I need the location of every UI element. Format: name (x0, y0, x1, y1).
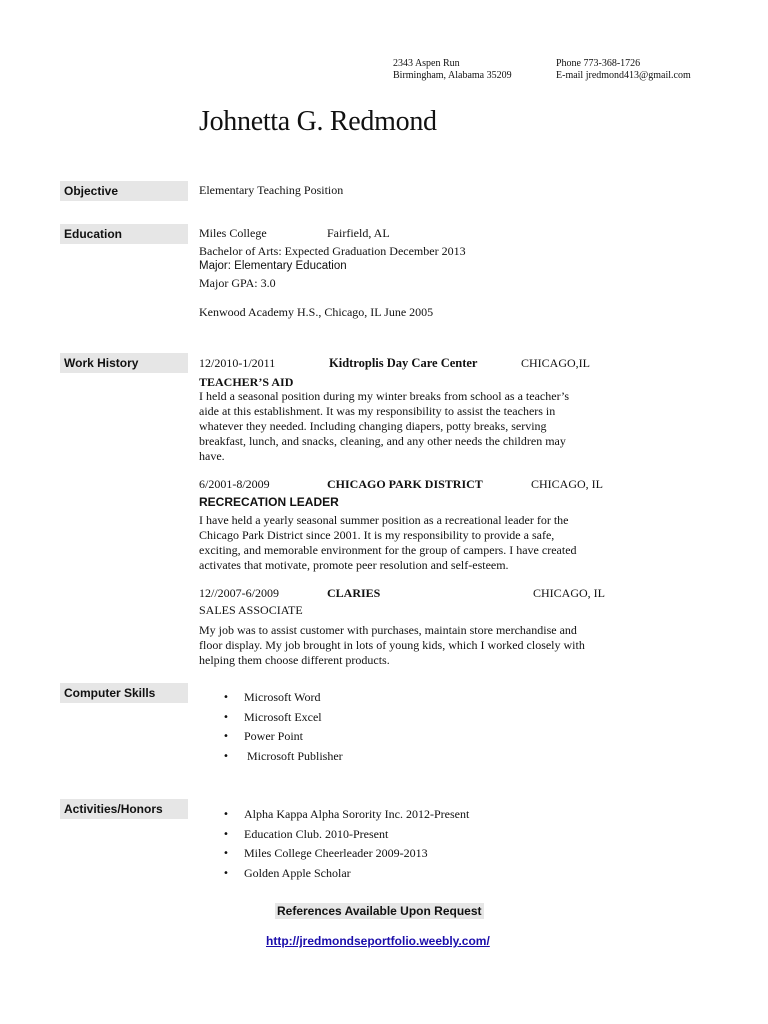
skills-list (199, 688, 499, 767)
job-location: CHICAGO, IL (531, 477, 603, 491)
list-item: • Education Club. 2010-Present (199, 825, 519, 845)
contact-street: 2343 Aspen Run (393, 58, 460, 69)
education-gpa: Major GPA: 3.0 (199, 276, 276, 290)
contact-email: E-mail jredmond413@gmail.com (556, 70, 691, 81)
list-item: • Alpha Kappa Alpha Sorority Inc. 2012-Present (199, 805, 519, 825)
contact-address (393, 58, 512, 82)
job-title: RECRECATION LEADER (199, 495, 339, 509)
list-item: • Golden Apple Scholar (199, 864, 519, 884)
job-employer: CHICAGO PARK DISTRICT (327, 477, 483, 491)
resume-name: Johnetta G. Redmond (199, 106, 437, 137)
activities-list (199, 805, 519, 884)
education-high-school: Kenwood Academy H.S., Chicago, IL June 2005 (199, 305, 434, 319)
education-school: Miles College (199, 226, 267, 240)
list-item: • Microsoft Word (199, 688, 499, 708)
list-item: • Microsoft Excel (199, 708, 499, 728)
section-label-objective: Objective (60, 181, 188, 201)
section-label-computer-skills: Computer Skills (60, 683, 188, 703)
section-label-work-history: Work History (60, 353, 188, 373)
education-school-location: Fairfield, AL (327, 226, 390, 240)
job-employer: CLARIES (327, 586, 381, 600)
education-degree: Bachelor of Arts: Expected Graduation December 2013 (199, 244, 466, 258)
objective-text: Elementary Teaching Position (199, 183, 344, 197)
job-location: CHICAGO,IL (521, 356, 590, 370)
list-item: • Microsoft Publisher (199, 747, 499, 767)
job-description: I held a seasonal position during my winter breaks from school as a teacher’s aide at this establishment. It was my responsibility to assist the teachers in whatever they needed. Including changing diapers, potty breaks, serving breakfast, lunch, and snacks, cleaning, and any other needs the children may have. (199, 389, 570, 463)
education-major: Major: Elementary Education (199, 260, 347, 272)
contact-city: Birmingham, Alabama 35209 (393, 70, 512, 81)
job-title: TEACHER’S AID (199, 375, 294, 389)
job-description: I have held a yearly seasonal summer position as a recreational leader for the Chicago Park District since 2001. It is my responsibility to provide a safe, exciting, and memorable environment for the group of campers. I have created activates that motivate, promote peer resolution and self-esteem. (199, 513, 577, 572)
job-dates: 6/2001-8/2009 (199, 477, 270, 491)
list-item: • Miles College Cheerleader 2009-2013 (199, 844, 519, 864)
contact-phone-email (556, 58, 691, 82)
job-dates: 12/2010-1/2011 (199, 356, 276, 370)
references-note: References Available Upon Request (277, 904, 482, 918)
job-title: SALES ASSOCIATE (199, 603, 303, 617)
job-employer: Kidtroplis Day Care Center (329, 356, 478, 370)
portfolio-link[interactable]: http://jredmondseportfolio.weebly.com/ (266, 934, 490, 948)
list-item: • Power Point (199, 727, 499, 747)
section-label-education: Education (60, 224, 188, 244)
job-location: CHICAGO, IL (533, 586, 605, 600)
job-description: My job was to assist customer with purchases, maintain store merchandise and floor display. My job brought in lots of young kids, which I worked closely with helping them choose different products. (199, 623, 585, 667)
contact-phone: Phone 773-368-1726 (556, 58, 641, 69)
section-label-activities: Activities/Honors (60, 799, 188, 819)
job-dates: 12//2007-6/2009 (199, 586, 279, 600)
